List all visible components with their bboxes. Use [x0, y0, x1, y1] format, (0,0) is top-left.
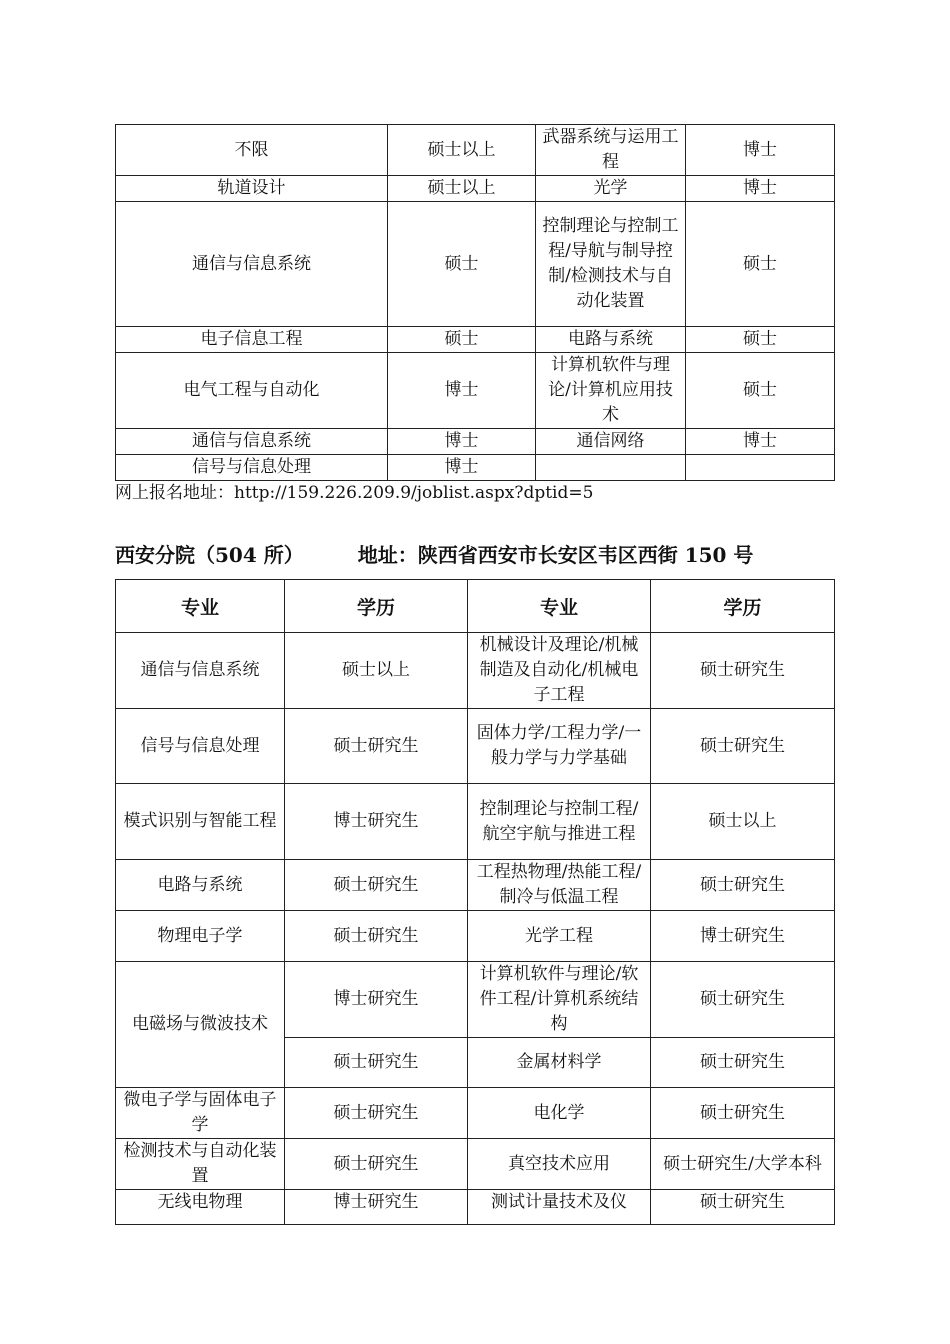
table-cell: 不限: [116, 125, 388, 176]
table-cell: 硕士研究生: [651, 962, 835, 1038]
table-cell: 博士: [388, 429, 536, 455]
table-cell: 博士研究生: [285, 784, 468, 860]
table-cell: [686, 455, 835, 481]
column-header: 专业: [116, 580, 285, 633]
table-cell: 硕士: [388, 202, 536, 327]
table-row: [116, 911, 835, 962]
positions-table-2: [115, 579, 835, 1225]
table-cell: 电气工程与自动化: [116, 353, 388, 429]
table-cell: [536, 455, 686, 481]
table-cell: 计算机软件与理论/计算机应用技术: [536, 353, 686, 429]
table-cell: 硕士研究生: [651, 860, 835, 911]
column-header: 专业: [468, 580, 651, 633]
table-cell: 真空技术应用: [468, 1139, 651, 1190]
table-cell: 硕士研究生: [651, 1088, 835, 1139]
table-cell: 电子信息工程: [116, 327, 388, 353]
table-cell: 博士: [686, 429, 835, 455]
table-cell: 通信与信息系统: [116, 202, 388, 327]
table-cell: 博士研究生: [285, 1190, 468, 1225]
table-cell: 博士: [686, 125, 835, 176]
section-title: 西安分院（504 所）: [115, 543, 304, 567]
table-cell: 测试计量技术及仪: [468, 1190, 651, 1225]
table-row: [116, 784, 835, 860]
table-cell: 信号与信息处理: [116, 455, 388, 481]
table-cell: 博士: [388, 455, 536, 481]
table-row: [116, 962, 835, 1038]
table-cell: 硕士研究生: [285, 860, 468, 911]
section-heading: [115, 540, 753, 570]
table-cell: 通信与信息系统: [116, 429, 388, 455]
table-row: [116, 633, 835, 709]
table-cell: 模式识别与智能工程: [116, 784, 285, 860]
registration-link[interactable]: http://159.226.209.9/joblist.aspx?dptid=5: [234, 483, 594, 503]
table-cell: 硕士以上: [388, 176, 536, 202]
table-cell: 博士: [686, 176, 835, 202]
table-header-row: [116, 580, 835, 633]
table-cell: 硕士研究生: [285, 911, 468, 962]
table-row: [116, 327, 835, 353]
table-cell: 硕士: [388, 327, 536, 353]
table-cell: 硕士研究生: [651, 709, 835, 784]
table-cell: 硕士研究生: [285, 1139, 468, 1190]
table-cell: 硕士以上: [651, 784, 835, 860]
table-cell: 博士研究生: [651, 911, 835, 962]
table-row: [116, 125, 835, 176]
table-cell: 工程热物理/热能工程/制冷与低温工程: [468, 860, 651, 911]
table-row: [116, 353, 835, 429]
table-row: [116, 1088, 835, 1139]
table-cell: 硕士研究生: [651, 633, 835, 709]
table-row: [116, 202, 835, 327]
column-header: 学历: [285, 580, 468, 633]
table-cell: 金属材料学: [468, 1038, 651, 1088]
table-cell: 硕士以上: [388, 125, 536, 176]
table-cell: 机械设计及理论/机械制造及自动化/机械电子工程: [468, 633, 651, 709]
table-cell: 通信与信息系统: [116, 633, 285, 709]
table-cell: 固体力学/工程力学/一般力学与力学基础: [468, 709, 651, 784]
registration-label: 网上报名地址：: [115, 483, 234, 503]
table-cell: 硕士研究生: [285, 1038, 468, 1088]
table-cell: 控制理论与控制工程/导航与制导控制/检测技术与自动化装置: [536, 202, 686, 327]
table-cell: 电路与系统: [116, 860, 285, 911]
table-row: [116, 429, 835, 455]
positions-table-1: [115, 124, 835, 481]
table-cell: 电磁场与微波技术: [116, 962, 285, 1088]
table-cell: 硕士研究生: [285, 1088, 468, 1139]
table-row: [116, 1190, 835, 1225]
table-row: [116, 176, 835, 202]
table-cell: 信号与信息处理: [116, 709, 285, 784]
table-cell: 光学: [536, 176, 686, 202]
table-cell: 硕士研究生/大学本科: [651, 1139, 835, 1190]
table-cell: 硕士研究生: [651, 1038, 835, 1088]
table-cell: 通信网络: [536, 429, 686, 455]
table-cell: 硕士研究生: [651, 1190, 835, 1225]
table-row: [116, 1139, 835, 1190]
table-row: [116, 455, 835, 481]
table-cell: 硕士: [686, 202, 835, 327]
table-cell: 电化学: [468, 1088, 651, 1139]
table-cell: 轨道设计: [116, 176, 388, 202]
table-cell: 硕士: [686, 327, 835, 353]
table-cell: 博士研究生: [285, 962, 468, 1038]
table-cell: 控制理论与控制工程/航空宇航与推进工程: [468, 784, 651, 860]
table-cell: 硕士: [686, 353, 835, 429]
registration-address: [115, 481, 593, 505]
table-cell: 武器系统与运用工程: [536, 125, 686, 176]
table-row: [116, 709, 835, 784]
table-row: [116, 860, 835, 911]
table-cell: 博士: [388, 353, 536, 429]
table-cell: 无线电物理: [116, 1190, 285, 1225]
section-address: 地址：陕西省西安市长安区韦区西街 150 号: [357, 543, 754, 567]
table-cell: 微电子学与固体电子学: [116, 1088, 285, 1139]
table-cell: 检测技术与自动化装置: [116, 1139, 285, 1190]
table-cell: 光学工程: [468, 911, 651, 962]
table-cell: 物理电子学: [116, 911, 285, 962]
table-cell: 硕士研究生: [285, 709, 468, 784]
column-header: 学历: [651, 580, 835, 633]
table-cell: 电路与系统: [536, 327, 686, 353]
table-cell: 计算机软件与理论/软件工程/计算机系统结构: [468, 962, 651, 1038]
table-cell: 硕士以上: [285, 633, 468, 709]
